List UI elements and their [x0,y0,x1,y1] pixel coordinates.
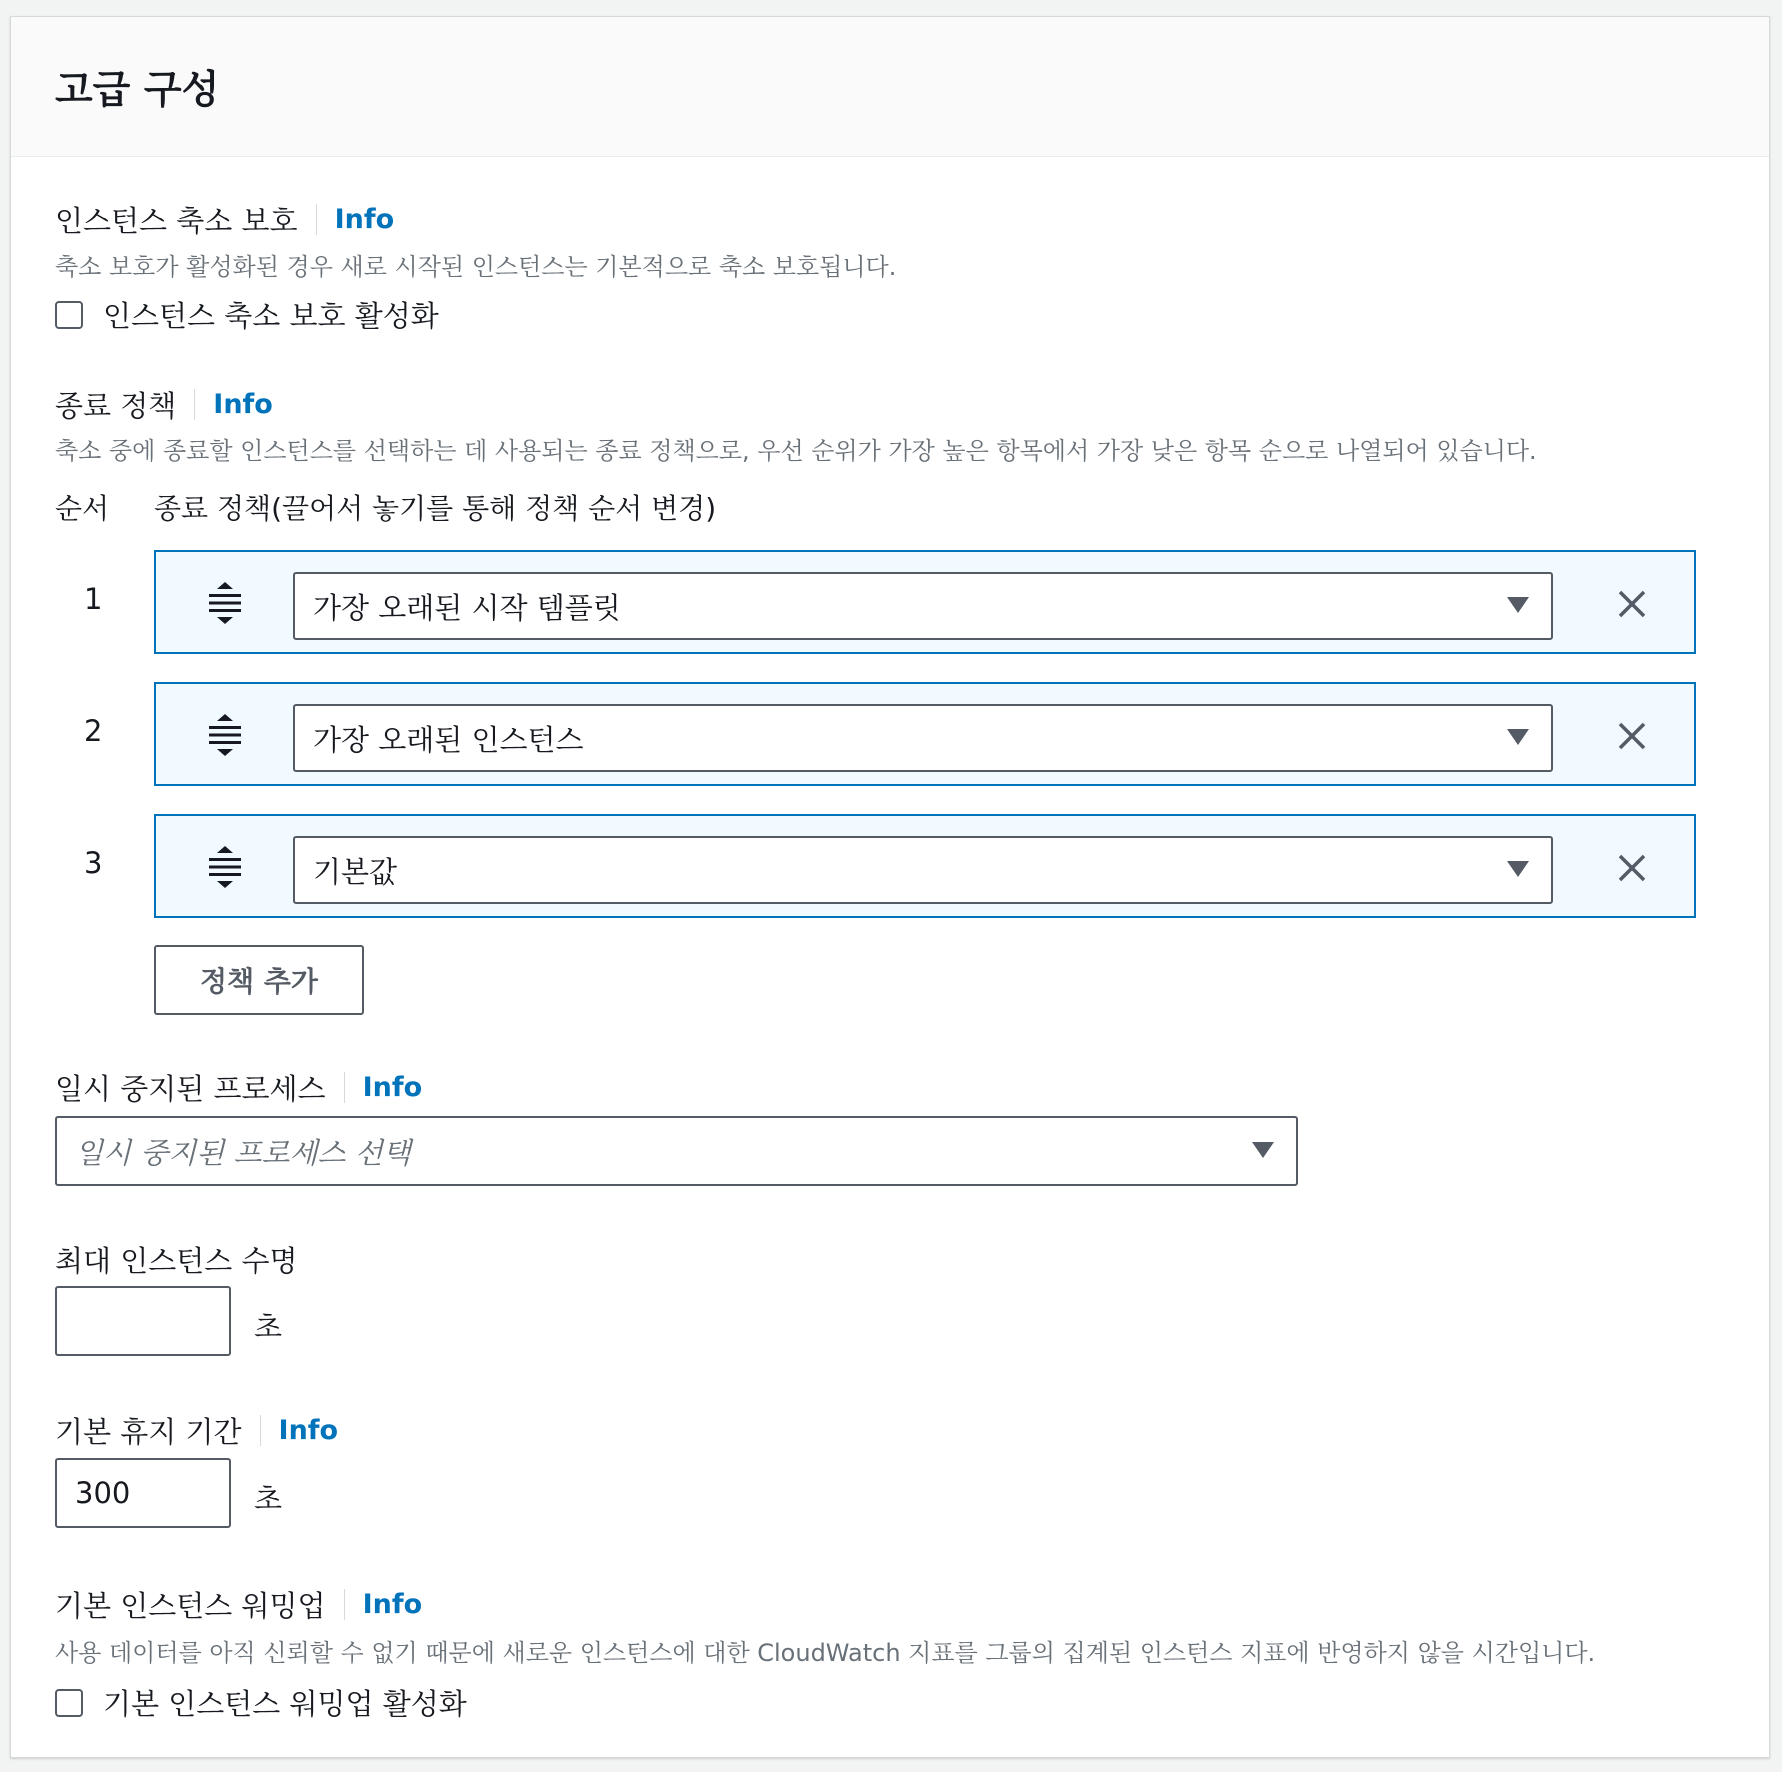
default-cooldown-input[interactable] [55,1458,231,1528]
default-warmup-label: 기본 인스턴스 워밍업 [55,1589,326,1623]
scale-in-protection-checkbox-label[interactable]: 인스턴스 축소 보호 활성화 [103,299,439,333]
close-icon[interactable] [1616,588,1648,620]
policy-order-3: 3 [84,846,103,880]
max-instance-lifetime-unit: 초 [254,1310,283,1344]
scale-in-protection-checkbox-row[interactable] [55,294,439,335]
policy-select-2[interactable] [293,704,1553,772]
termination-policy-description: 축소 중에 종료할 인스턴스를 선택하는 데 사용되는 종료 정책으로, 우선 순위가 가장 높은 항목에서 가장 낮은 항목 순으로 나열되어 있습니다. [55,437,1537,465]
default-warmup-header [55,1584,422,1625]
suspended-processes-header [55,1067,422,1108]
caret-down-icon [1507,861,1529,877]
policy-row-1[interactable] [154,550,1696,654]
policy-order-1: 1 [84,582,103,616]
default-warmup-checkbox-row[interactable] [55,1682,467,1723]
default-warmup-checkbox-label[interactable]: 기본 인스턴스 워밍업 활성화 [103,1687,467,1721]
policy-select-value: 가장 오래된 인스턴스 [313,722,584,757]
column-header-order: 순서 [55,492,110,525]
panel-header [11,17,1769,157]
default-cooldown-unit: 초 [254,1482,283,1516]
max-instance-lifetime-label: 최대 인스턴스 수명 [55,1244,298,1278]
caret-down-icon [1252,1142,1274,1158]
policy-order-2: 2 [84,714,103,748]
drag-handle-icon[interactable] [206,580,244,626]
default-cooldown-label: 기본 휴지 기간 [55,1415,242,1449]
policy-select-3[interactable] [293,836,1553,904]
close-icon[interactable] [1616,720,1648,752]
policy-row-3[interactable] [154,814,1696,918]
close-icon[interactable] [1616,852,1648,884]
suspended-processes-info-link[interactable]: Info [344,1072,423,1103]
max-instance-lifetime-input[interactable] [55,1286,231,1356]
column-header-policy: 종료 정책(끌어서 놓기를 통해 정책 순서 변경) [154,492,717,525]
policy-select-value: 기본값 [313,854,398,889]
policy-select-value: 가장 오래된 시작 템플릿 [313,590,621,625]
scale-in-protection-label: 인스턴스 축소 보호 [55,204,298,238]
suspended-processes-placeholder: 일시 중지된 프로세스 선택 [75,1135,411,1170]
panel-title: 고급 구성 [55,68,220,113]
advanced-config-panel [10,16,1770,1758]
termination-policy-info-link[interactable]: Info [194,389,273,420]
default-warmup-description: 사용 데이터를 아직 신뢰할 수 없기 때문에 새로운 인스턴스에 대한 CloudWatch 지표를 그룹의 집계된 인스턴스 지표에 반영하지 않을 시간입니다. [55,1639,1596,1667]
default-cooldown-info-link[interactable]: Info [260,1415,339,1446]
default-warmup-info-link[interactable]: Info [344,1589,423,1620]
termination-policy-header [55,384,273,425]
scale-in-protection-header [55,199,394,240]
caret-down-icon [1507,597,1529,613]
suspended-processes-select[interactable] [55,1116,1298,1186]
drag-handle-icon[interactable] [206,712,244,758]
default-warmup-checkbox[interactable] [55,1689,83,1717]
scale-in-protection-info-link[interactable]: Info [316,204,395,235]
scale-in-protection-description: 축소 보호가 활성화된 경우 새로 시작된 인스턴스는 기본적으로 축소 보호됩니다. [55,253,897,281]
termination-policy-label: 종료 정책 [55,389,177,423]
policy-select-1[interactable] [293,572,1553,640]
policy-row-2[interactable] [154,682,1696,786]
add-policy-button[interactable]: 정책 추가 [154,945,364,1015]
scale-in-protection-checkbox[interactable] [55,301,83,329]
default-cooldown-header [55,1410,338,1451]
drag-handle-icon[interactable] [206,844,244,890]
caret-down-icon [1507,729,1529,745]
suspended-processes-label: 일시 중지된 프로세스 [55,1072,326,1106]
